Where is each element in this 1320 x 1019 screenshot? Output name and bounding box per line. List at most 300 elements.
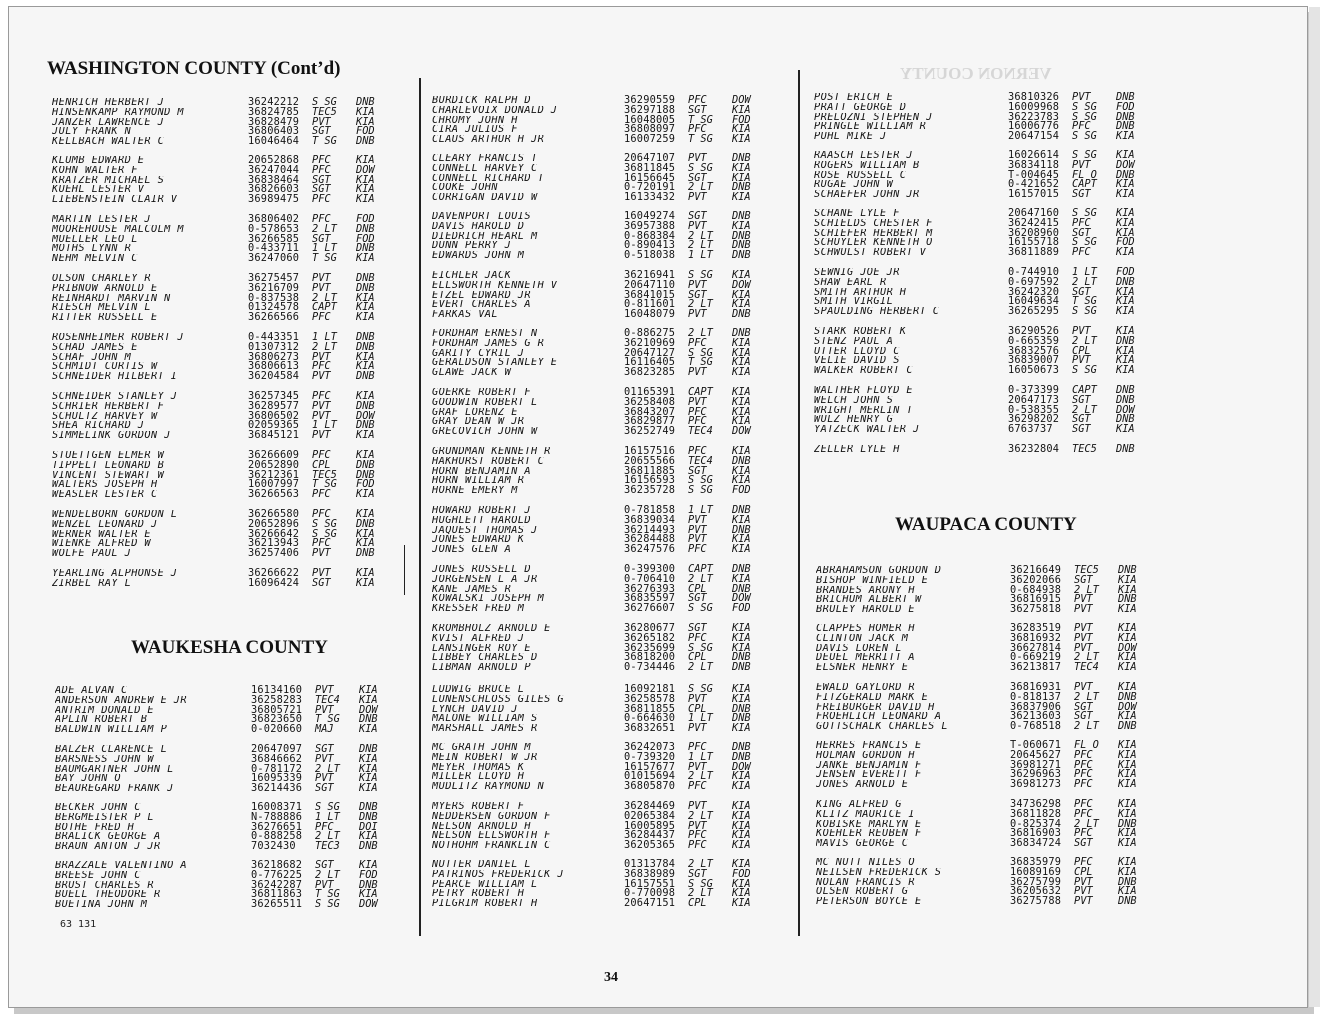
soldier-name: BISHOP WINFIELD E [816, 575, 929, 586]
soldier-name: CHROMY JOHN H [432, 115, 518, 126]
serial-number: 16008371 [251, 801, 303, 813]
roster-row [52, 350, 390, 363]
status-code: KIA [1116, 344, 1135, 357]
soldier-name: GOERKE ROBERT F [432, 388, 531, 398]
roster-row [55, 803, 393, 813]
soldier-name: OLSEN ROBERT G [816, 887, 909, 898]
roster-row [816, 758, 1152, 771]
rank: PVT [688, 722, 707, 735]
rank: MAJ [315, 723, 334, 736]
serial-number: 0-578653 [248, 222, 300, 235]
serial-number: 36297188 [624, 103, 676, 116]
soldier-name: BRALICK GEORGE A [55, 832, 161, 843]
soldier-name: JENSEN EVERETT F [816, 770, 922, 781]
rank: S SG [688, 484, 713, 497]
roster-group [432, 860, 766, 909]
soldier-name: STARK ROBERT K [814, 327, 907, 337]
roster-row [814, 386, 1150, 396]
roster-row [816, 722, 1152, 732]
rank: 1 LT [312, 242, 337, 255]
serial-number: 36242415 [1008, 216, 1060, 229]
serial-number: 36816915 [1010, 593, 1062, 606]
status-code: KIA [1116, 423, 1135, 436]
roster-row [432, 241, 766, 251]
status-code: KIA [1118, 603, 1137, 616]
rank: SGT [1072, 188, 1091, 201]
status-code: DNB [1116, 443, 1135, 455]
serial-number: 36257406 [248, 547, 300, 560]
serial-number: 36242073 [624, 741, 676, 753]
roster-row [816, 595, 1152, 605]
soldier-name: MEYER THOMAS K [432, 762, 525, 773]
soldier-name: SCHNEIDER STANLEY J [52, 392, 178, 402]
soldier-name: MUDLITZ RAYMOND N [432, 782, 545, 792]
soldier-name: UTTER LLOYD C [814, 346, 900, 357]
status-code: KIA [356, 449, 375, 461]
rank: S SG [1072, 110, 1097, 123]
rank: SGT [315, 782, 334, 795]
roster-row [432, 624, 766, 634]
roster-row [432, 743, 766, 753]
roster-row [432, 604, 766, 614]
roster-row [816, 875, 1152, 888]
rank: PVT [1072, 325, 1091, 337]
status-code: KIA [732, 133, 751, 146]
soldier-name: LANSINGER ROY E [432, 643, 531, 654]
status-code: DNB [1116, 110, 1135, 123]
serial-number: 36811863 [251, 888, 303, 901]
serial-number: 36811855 [624, 702, 676, 715]
roster-group [814, 209, 1150, 258]
soldier-name: REINHARDT MARVIN N [52, 293, 171, 304]
serial-number: 36290559 [624, 94, 676, 106]
soldier-name: JONES GLEN A [432, 545, 512, 555]
rank: TEC5 [312, 105, 337, 118]
status-code: KIA [1118, 778, 1137, 791]
roster-row [432, 193, 766, 203]
soldier-name: GRUNDMAN KENNETH R [432, 447, 551, 457]
roster-group [432, 802, 766, 851]
roster-row [55, 832, 393, 842]
rank: PVT [1074, 895, 1093, 908]
soldier-name: MOOREHOUSE MALCOLM M [52, 224, 184, 235]
roster-row [814, 248, 1150, 258]
roster-row [432, 702, 766, 715]
soldier-name: SCHNEIDER HILBERT I [52, 372, 178, 382]
rank: 2 LT [688, 887, 713, 900]
soldier-name: YATZECK WALTER J [814, 425, 920, 435]
rank: 1 LT [312, 331, 337, 343]
status-code: KIA [1118, 651, 1137, 664]
roster-row [55, 693, 393, 706]
roster-group [52, 156, 390, 205]
serial-number: 36265295 [1008, 305, 1060, 318]
status-code: FOD [356, 213, 375, 225]
serial-number: 36284469 [624, 800, 676, 812]
rank: 2 LT [688, 572, 713, 585]
rank: PVT [688, 760, 707, 773]
soldier-name: PRATT GEORGE D [814, 102, 907, 113]
roster-row [52, 244, 390, 254]
serial-number: 20647160 [1008, 207, 1060, 219]
status-code: DNB [1118, 895, 1137, 908]
status-code: KIA [732, 171, 751, 184]
status-code: KIA [1118, 798, 1137, 810]
roster-row [816, 741, 1152, 751]
soldier-name: BRUST CHARLES R [55, 880, 154, 891]
serial-number: 0-770098 [624, 887, 676, 900]
status-code: DNB [732, 152, 751, 164]
soldier-name: KOEHLER REUBEN F [816, 829, 922, 840]
rank: PVT [1072, 158, 1091, 171]
serial-number: 36839007 [1008, 354, 1060, 367]
roster-group [816, 800, 1152, 849]
rank: S SG [1072, 130, 1097, 143]
status-code: KIA [1118, 631, 1137, 644]
rank: PVT [312, 281, 331, 294]
serial-number: 16157677 [624, 760, 676, 773]
status-code: KIA [359, 782, 378, 795]
soldier-name: LIEBENSTEIN CLAIR V [52, 195, 178, 205]
roster-row [814, 158, 1150, 171]
status-code: DNB [356, 547, 375, 560]
soldier-name: PATRINOS FREDERICK J [432, 869, 564, 880]
status-code: DOW [359, 703, 378, 716]
roster-row [816, 770, 1152, 780]
serial-number: 36981271 [1010, 758, 1062, 771]
serial-number: 20647110 [624, 278, 676, 291]
roster-group [52, 510, 390, 559]
serial-number: 0-768518 [1010, 720, 1062, 733]
status-code: KIA [732, 269, 751, 281]
status-code: DNB [1116, 120, 1135, 133]
rank: 2 LT [688, 809, 713, 822]
soldier-name: ZELLER LYLE H [814, 445, 900, 455]
roster-group [814, 268, 1150, 317]
roster-row [814, 216, 1150, 229]
roster-row [52, 362, 390, 372]
serial-number: 6763737 [1008, 423, 1053, 436]
soldier-name: POST ERICH E [814, 93, 894, 103]
status-code: DNB [359, 801, 378, 813]
serial-number: 20647173 [1008, 393, 1060, 406]
roster-row [432, 899, 766, 909]
serial-number: 0-373399 [1008, 384, 1060, 396]
column-divider-right [798, 70, 800, 936]
serial-number: 16005895 [624, 819, 676, 832]
rank: S SG [688, 641, 713, 654]
serial-number: 20652890 [248, 458, 300, 471]
rank: T SG [1072, 295, 1097, 308]
rank: PVT [315, 684, 334, 696]
roster-row [816, 605, 1152, 615]
roster-row [432, 653, 766, 663]
rank: PVT [1074, 875, 1093, 888]
roster-row [816, 817, 1152, 830]
serial-number: 16116405 [624, 356, 676, 369]
soldier-name: MOTHS LYNN R [52, 244, 132, 255]
status-code: KIA [1116, 285, 1135, 298]
rank: 2 LT [1074, 817, 1099, 830]
soldier-name: HORN BENJAMIN A [432, 466, 531, 477]
soldier-name: ROGERS WILLIAM B [814, 160, 920, 171]
soldier-name: JONES ARNOLD E [816, 780, 909, 790]
roster-row [432, 724, 766, 734]
status-code: KIA [356, 429, 375, 442]
soldier-name: ROSENHEIMER ROBERT J [52, 333, 184, 343]
status-code: KIA [356, 252, 375, 265]
soldier-name: RITTER RUSSELL E [52, 313, 158, 323]
rank: 2 LT [1074, 583, 1099, 596]
roster-row [432, 663, 766, 673]
rank: PVT [312, 409, 331, 422]
serial-number: 36210969 [624, 336, 676, 349]
rank: PFC [1072, 246, 1091, 259]
soldier-name: KROMBHOLZ ARNOLD E [432, 624, 551, 634]
status-code: DNB [356, 370, 375, 383]
rank: PVT [312, 547, 331, 560]
rank: PVT [312, 272, 331, 284]
rank: S SG [688, 474, 713, 487]
rank: PVT [688, 308, 707, 321]
serial-number: 20652868 [248, 154, 300, 166]
status-code: FOD [1116, 266, 1135, 278]
roster-row [816, 690, 1152, 703]
soldier-name: PRIBNOW ARNOLD E [52, 283, 158, 294]
soldier-name: FITZGERALD MARK E [816, 692, 929, 703]
rank: PVT [688, 800, 707, 812]
roster-row [816, 583, 1152, 596]
status-code: KIA [732, 356, 751, 369]
rank: PFC [688, 94, 707, 106]
soldier-name: PEARCE WILLIAM L [432, 879, 538, 890]
status-code: KIA [356, 527, 375, 540]
roster-group [816, 858, 1152, 907]
status-code: DNB [1118, 875, 1137, 888]
roster-row [432, 229, 766, 242]
rank: PVT [312, 350, 331, 363]
serial-number: 36275788 [1010, 895, 1062, 908]
soldier-name: LUNENSCHLOSS GILES G [432, 694, 564, 705]
serial-number: 36829877 [624, 415, 676, 428]
soldier-name: KOBISKE MARLYN E [816, 819, 922, 830]
roster-row [55, 810, 393, 823]
roster-row [432, 388, 766, 398]
soldier-name: LUDWIG BRUCE L [432, 685, 525, 695]
roster-group [52, 333, 390, 382]
soldier-name: DAVENPORT LOUIS [432, 212, 531, 222]
roster-group [432, 624, 766, 673]
status-code: KIA [732, 692, 751, 705]
serial-number: 16157516 [624, 445, 676, 457]
rank: SGT [688, 103, 707, 116]
status-code: KIA [732, 641, 751, 654]
status-code: KIA [1118, 856, 1137, 868]
serial-number: 16095339 [251, 772, 303, 785]
status-code: DNB [732, 210, 751, 222]
rank: PFC [688, 631, 707, 644]
soldier-name: ADE ALVAN C [55, 686, 128, 696]
status-code: FOD [356, 125, 375, 138]
soldier-name: BALZER CLARENCE L [55, 745, 168, 755]
rank: CAPT [688, 386, 713, 398]
rank: SGT [312, 183, 331, 196]
soldier-name: KLUMB EDWARD E [52, 156, 145, 166]
rank: T SG [688, 356, 713, 369]
serial-number: 36806402 [248, 213, 300, 225]
soldier-name: VELIE DAVID S [814, 356, 900, 367]
serial-number: 36213943 [248, 537, 300, 550]
roster-row [52, 549, 390, 559]
roster-row [52, 372, 390, 382]
soldier-name: SMITH ARTHUR H [814, 287, 907, 298]
soldier-name: PETERSON BOYCE E [816, 897, 922, 907]
roster-row [432, 125, 766, 135]
rank: S SG [312, 96, 337, 108]
status-code: KIA [732, 631, 751, 644]
soldier-name: MC GRATH JOHN M [432, 743, 531, 753]
status-code: DNB [356, 340, 375, 353]
roster-row [814, 285, 1150, 298]
roster-row [432, 405, 766, 418]
serial-number: T-060671 [1010, 739, 1062, 751]
soldier-name: STUETTGEN ELMER W [52, 451, 165, 461]
rank: PFC [688, 123, 707, 136]
serial-number: 16155718 [1008, 236, 1060, 249]
roster-row [55, 762, 393, 775]
rank: PVT [688, 366, 707, 379]
rank: SGT [1072, 423, 1091, 436]
serial-number: 36266609 [248, 449, 300, 461]
serial-number: T-004645 [1008, 168, 1060, 181]
rank: S SG [315, 898, 340, 911]
roster-row [814, 297, 1150, 307]
status-code: DNB [1118, 564, 1137, 576]
column-divider-left [419, 78, 421, 936]
rank: S SG [312, 527, 337, 540]
serial-number: 36832576 [1008, 344, 1060, 357]
roster-row [52, 137, 390, 147]
rank: PFC [1074, 827, 1093, 840]
soldier-name: EDWARDS JOHN M [432, 251, 525, 261]
serial-number: 36284488 [624, 533, 676, 546]
soldier-name: FARKAS VAL [432, 310, 498, 320]
serial-number: 36265511 [251, 898, 303, 911]
serial-number: 36823650 [251, 713, 303, 726]
roster-row [816, 748, 1152, 761]
status-code: FOD [732, 484, 751, 497]
serial-number: 16007997 [248, 478, 300, 491]
roster-row [432, 841, 766, 851]
soldier-name: HENRICH HERBERT J [52, 98, 165, 108]
soldier-name: MILLER LLOYD H [432, 772, 525, 783]
status-code: KIA [356, 291, 375, 304]
serial-number: 36218682 [251, 859, 303, 871]
roster-row [52, 399, 390, 412]
soldier-name: BOTHE FRED H [55, 822, 135, 833]
soldier-name: KELLBACH WALTER C [52, 137, 165, 147]
rank: 2 LT [312, 340, 337, 353]
roster-row [52, 303, 390, 313]
roster-row [52, 98, 390, 108]
status-code: KIA [732, 395, 751, 408]
roster-row [52, 517, 390, 530]
status-code: DNB [1116, 168, 1135, 181]
rank: S SG [1072, 305, 1097, 318]
serial-number: 0-697592 [1008, 275, 1060, 288]
status-code: KIA [356, 390, 375, 402]
roster-row [432, 278, 766, 291]
roster-group [52, 98, 390, 147]
rank: PFC [1074, 768, 1093, 781]
rank: SGT [312, 576, 331, 589]
rank: PFC [688, 780, 707, 793]
status-code: KIA [359, 762, 378, 775]
status-code: DNB [359, 713, 378, 726]
serial-number: 0-669219 [1010, 651, 1062, 664]
roster-row [52, 576, 390, 589]
status-code: KIA [732, 780, 751, 793]
serial-number: 01313784 [624, 858, 676, 870]
serial-number: 20652896 [248, 517, 300, 530]
roster-row [816, 631, 1152, 644]
serial-number: 0-421652 [1008, 178, 1060, 191]
soldier-name: BALDWIN WILLIAM P [55, 725, 168, 735]
serial-number: 36828479 [248, 115, 300, 128]
roster-row [52, 222, 390, 235]
soldier-name: BERGMEISTER P L [55, 812, 154, 823]
status-code: KIA [359, 684, 378, 696]
status-code: KIA [359, 830, 378, 843]
rank: 1 LT [688, 249, 713, 262]
status-code: KIA [732, 809, 751, 822]
rank: 2 LT [1074, 690, 1099, 703]
serial-number: 36818200 [624, 651, 676, 664]
roster-row [814, 366, 1150, 376]
serial-number: 0-811601 [624, 298, 676, 311]
soldier-name: CLEARY FRANCIS T [432, 154, 538, 164]
serial-number: 36266585 [248, 232, 300, 245]
roster-row [814, 93, 1150, 103]
status-code: DNB [732, 308, 751, 321]
status-code: KIA [732, 415, 751, 428]
roster-group [814, 327, 1150, 376]
roster-group [814, 386, 1150, 435]
soldier-name: WRIGHT MERLIN T [814, 405, 913, 416]
roster-group [432, 565, 766, 614]
rank: PVT [1072, 354, 1091, 367]
roster-row [814, 132, 1150, 142]
status-code: KIA [732, 683, 751, 695]
roster-row [432, 506, 766, 516]
rank: PFC [312, 449, 331, 461]
status-code: KIA [1118, 622, 1137, 634]
rank: 2 LT [688, 298, 713, 311]
soldier-name: LIBBEY CHARLES D [432, 653, 538, 664]
status-code: KIA [1116, 207, 1135, 219]
serial-number: 0-518038 [624, 249, 676, 262]
roster-row [432, 631, 766, 644]
serial-number: 36258408 [624, 395, 676, 408]
serial-number: 36811828 [1010, 807, 1062, 820]
status-code: KIA [732, 366, 751, 379]
roster-group [432, 271, 766, 320]
roster-row [814, 275, 1150, 288]
serial-number: 16009968 [1008, 100, 1060, 113]
soldier-name: FREIBURGER DAVID H [816, 702, 935, 713]
roster-group [55, 745, 393, 794]
status-code: KIA [1118, 758, 1137, 771]
